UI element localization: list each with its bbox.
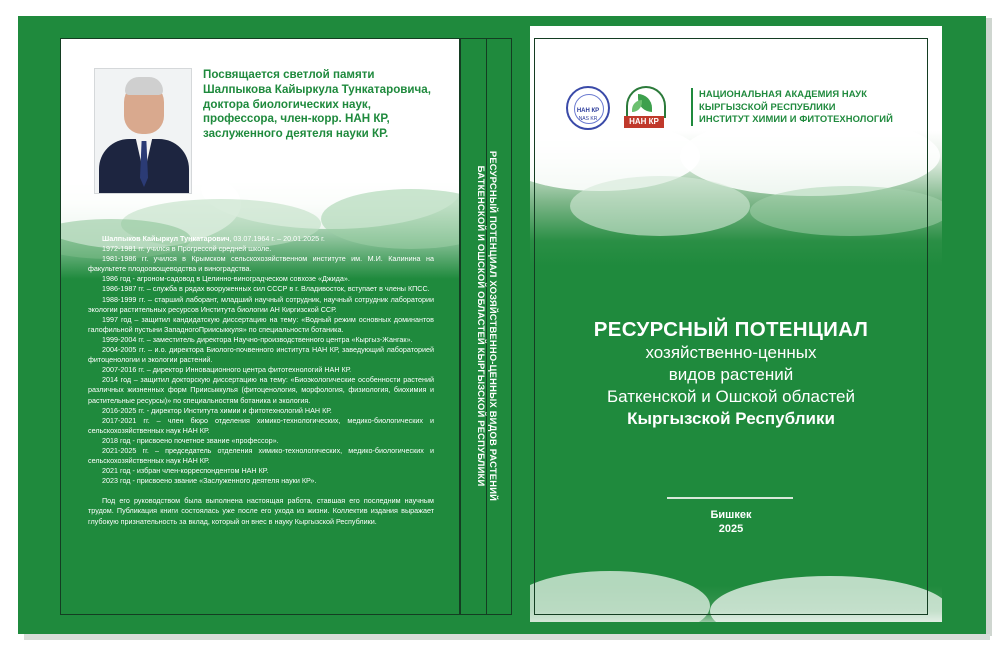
- institution-line: НАЦИОНАЛЬНАЯ АКАДЕМИЯ НАУК: [699, 88, 868, 99]
- spread-shadow-right: [986, 18, 992, 636]
- institution-line: КЫРГЫЗСКОЙ РЕСПУБЛИКИ: [699, 100, 836, 112]
- bio-header: [88, 234, 434, 244]
- divider-line: [667, 497, 793, 499]
- bio-line: 2007-2016 гг. – директор Инновационного центра фитотехнологий НАН КР.: [102, 365, 352, 375]
- dedication-text: Посвящается светлой памяти Шалпыкова Кайыркула Тункатаровича, доктора биологических наук, профессора, член-корр. НАН КР, заслуженного деятеля науки КР.: [203, 68, 431, 141]
- subtitle-line: видов растений: [668, 365, 794, 384]
- bio-line: 2023 год - присвоено звание «Заслуженного деятеля науки КР».: [102, 476, 317, 486]
- bio-name: Шалпыков Кайыркул Тункатарович: [102, 234, 230, 243]
- spine-title: [475, 46, 499, 606]
- logo2-label: НАН КР: [624, 116, 664, 128]
- book-title: РЕСУРСНЫЙ ПОТЕНЦИАЛ: [593, 318, 869, 341]
- subtitle-line-bold: Кыргызской Республики: [627, 409, 835, 428]
- institute-leaf-logo: [620, 82, 668, 132]
- publication-city: Бишкек: [710, 509, 752, 521]
- institution-name: [699, 88, 919, 126]
- bio-line: 2018 год - присвоено почетное звание «профессор».: [102, 435, 279, 445]
- bio-line: 2021-2025 гг. – председатель отделения химико-технологических, медико-биологических и сельскохозяйственных наук НАН КР.: [88, 445, 434, 466]
- subtitle-line: хозяйственно-ценных: [645, 343, 817, 362]
- bio-dates: , 03.07.1964 г. – 20.01.2025 г.: [229, 234, 325, 243]
- bio-line: 1986-1987 гг. – служба в рядах вооруженных сил СССР в г. Владивосток, вступает в члены КПСС.: [102, 284, 430, 294]
- subtitle-line: Баткенской и Ошской областей: [606, 387, 856, 406]
- logo-divider: [691, 88, 693, 126]
- logo1-sublabel: NAS KR: [578, 116, 598, 122]
- institution-line: ИНСТИТУТ ХИМИИ И ФИТОТЕХНОЛОГИЙ: [699, 113, 893, 125]
- publication-year: 2025: [718, 523, 744, 535]
- bio-line: 2014 год – защитил докторскую диссертацию на тему: «Биоэкологические особенности растений различных жизненных форм Приисыккулья (фитоценология, морфология, физиология, биохимия и растительные ресурсы)» по специальностям ботаника и экология.: [88, 375, 434, 405]
- spread-shadow-bottom: [24, 634, 990, 640]
- bio-line: 1999-2004 гг. – заместитель директора Научно-производственного центра «Кыргыз-Жангак».: [102, 334, 413, 344]
- portrait-photo: [94, 68, 192, 194]
- spine-title-line2: БАТКЕНСКОЙ И ОШСКОЙ ОБЛАСТЕЙ КЫРГЫЗСКОЙ РЕСПУБЛИКИ: [476, 165, 487, 487]
- logo1-label: НАН КР: [576, 108, 600, 114]
- academy-emblem-logo: [566, 86, 610, 130]
- spine-title-line1: РЕСУРСНЫЙ ПОТЕНЦИАЛ ХОЗЯЙСТВЕННО-ЦЕННЫХ ВИДОВ РАСТЕНИЙ: [488, 150, 499, 502]
- bio-line: 1981-1986 гг. учился в Крымском сельскохозяйственном институте им. М.И. Калинина на факультете плодоовощеводства и виноградства.: [88, 254, 434, 274]
- bio-line: 1997 год – защитил кандидатскую диссертацию на тему: «Водный режим основных доминантов галофильной пустыни ЗападногоПриисыккуля» по специальности ботаника.: [88, 314, 434, 334]
- bio-line: 1988-1999 гг. – старший лаборант, младший научный сотрудник, научный сотрудник лаборатории экологии растительных ресурсов Института биологии АН Киргизской ССР.: [88, 294, 434, 314]
- book-subtitle: [534, 342, 928, 430]
- bio-line: 2016-2025 гг. - директор Института химии и фитотехнологий НАН КР.: [102, 405, 332, 415]
- bio-line: 2004-2005 гг. – и.о. директора Биолого-почвенного института НАН КР, заведующий лабораторией фитоценологии и экологии растений.: [88, 345, 434, 365]
- bio-line: 2017-2021 гг. – член бюро отделения химико-технологических, медико-биологических и сельскохозяйственных наук НАН КР.: [88, 415, 434, 435]
- closing-paragraph: Под его руководством была выполнена настоящая работа, ставшая его последним научным трудом. Публикация книги состоялась уже после его ухода из жизни. Коллектив издания выражает глубокую признательность за вклад, который он внес в науку Кыргызской Республики.: [88, 496, 434, 526]
- bio-line: 2021 год - избран член-корреспондентом НАН КР.: [102, 466, 269, 476]
- imprint: [534, 508, 928, 536]
- bio-line: 1972-1981 гг. учился в Прогрессой средней школе.: [102, 244, 272, 254]
- biography: [88, 234, 434, 527]
- bio-line: 1986 год - агроном-садовод в Целинно-виноградческом совхозе «Джида».: [102, 274, 350, 284]
